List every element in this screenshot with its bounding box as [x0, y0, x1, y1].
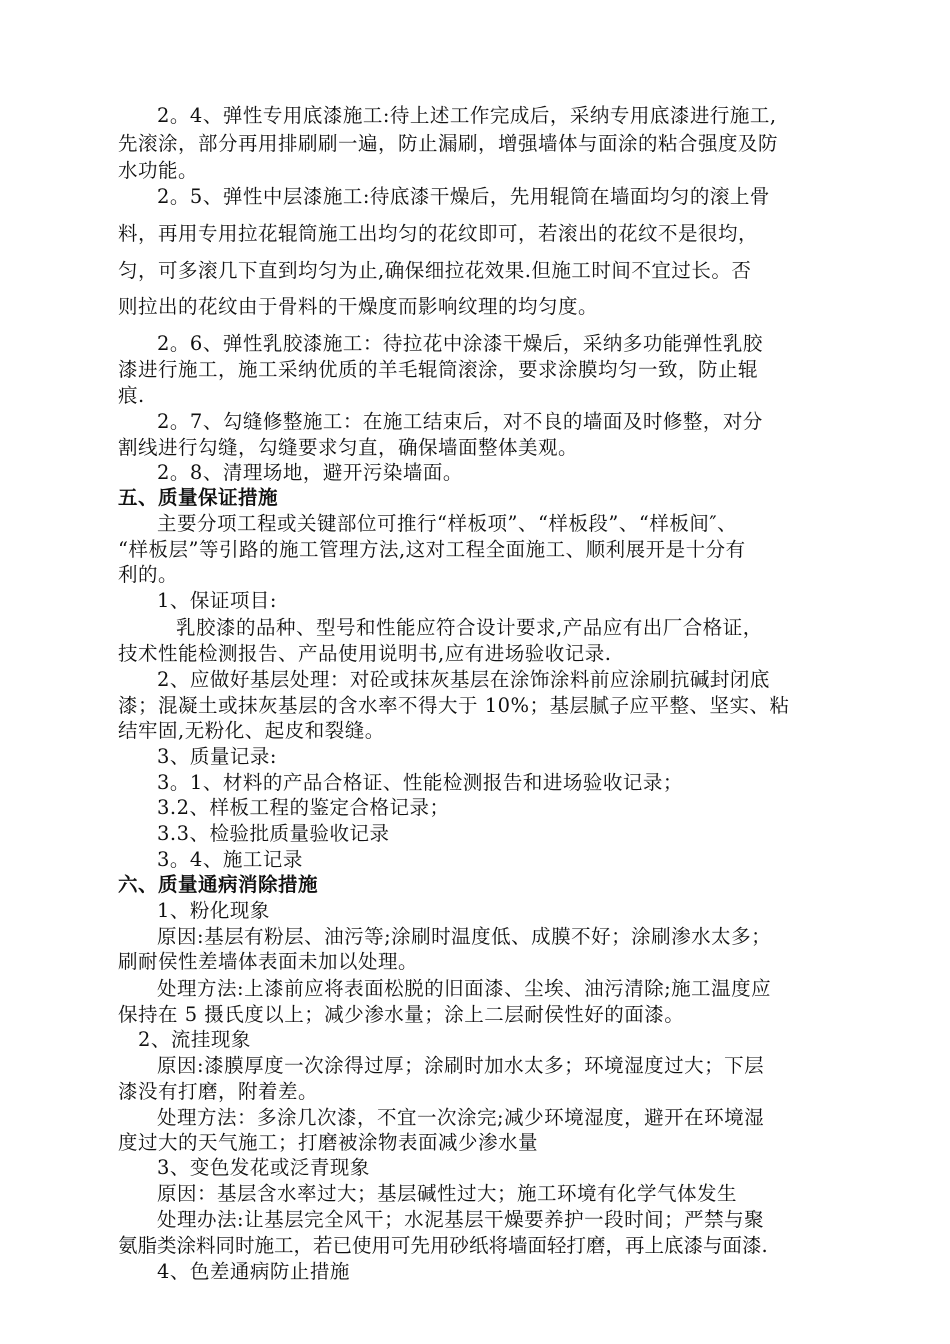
text-line: 3、质量记录: — [157, 745, 277, 768]
text-line: 氨脂类涂料同时施工，若已使用可先用砂纸将墙面轻打磨，再上底漆与面漆. — [118, 1234, 768, 1257]
text-line: 料，再用专用拉花辊筒施工出均匀的花纹即可，若滚出的花纹不是很均， — [118, 222, 759, 245]
text-line: 处理方法：多涂几次漆，不宜一次涂完;减少环境湿度，避开在环境湿 — [157, 1106, 765, 1129]
text-line: 匀，可多滚几下直到均匀为止,确保细拉花效果.但施工时间不宜过长。否 — [118, 259, 752, 282]
text-line: 结牢固,无粉化、起皮和裂缝。 — [118, 719, 385, 742]
text-line: 3.2、样板工程的鉴定合格记录； — [157, 796, 450, 819]
text-line: 技术性能检测报告、产品使用说明书,应有进场验收记录. — [118, 642, 612, 665]
text-line: 3。1、材料的产品合格证、性能检测报告和进场验收记录； — [157, 771, 683, 794]
text-line: 2。8、清理场地，避开污染墙面。 — [157, 461, 463, 484]
text-line: 处理办法:让基层完全风干；水泥基层干燥要养护一段时间；严禁与聚 — [157, 1208, 765, 1231]
text-line: 2、应做好基层处理：对砼或抹灰基层在涂饰涂料前应涂刷抗碱封闭底 — [157, 668, 770, 691]
text-line: “样板层”等引路的施工管理方法,这对工程全面施工、顺利展开是十分有 — [118, 538, 746, 561]
text-line: 乳胶漆的品种、型号和性能应符合设计要求,产品应有出厂合格证， — [176, 616, 763, 639]
text-line: 度过大的天气施工；打磨被涂物表面减少渗水量 — [118, 1131, 539, 1154]
text-line: 4、色差通病防止措施 — [157, 1260, 350, 1283]
section-heading: 六、质量通病消除措施 — [118, 873, 319, 896]
text-line: 3、变色发花或泛青现象 — [157, 1156, 370, 1179]
text-line: 则拉出的花纹由于骨料的干燥度而影响纹理的均匀度。 — [118, 295, 599, 318]
text-line: 原因:基层有粉层、油污等;涂刷时温度低、成膜不好；涂刷渗水太多； — [157, 925, 772, 948]
text-line: 原因：基层含水率过大；基层碱性过大；施工环境有化学气体发生 — [157, 1182, 738, 1205]
text-line: 水功能。 — [118, 159, 199, 182]
text-line: 2、流挂现象 — [138, 1028, 251, 1051]
text-line: 2。5、弹性中层漆施工:待底漆干燥后，先用辊筒在墙面均匀的滚上骨 — [157, 185, 770, 208]
text-line: 3。4、施工记录 — [157, 848, 303, 871]
text-line: 主要分项工程或关键部位可推行“样板项”、“样板段”、“样板间″、 — [157, 512, 738, 535]
text-line: 漆没有打磨，附着差。 — [118, 1080, 319, 1103]
section-heading: 五、质量保证措施 — [118, 486, 279, 509]
text-line: 3.3、检验批质量验收记录 — [157, 822, 390, 845]
text-line: 保持在 5 摄氏度以上；减少渗水量；涂上二层耐侯性好的面漆。 — [118, 1003, 685, 1026]
text-line: 割线进行勾缝，勾缝要求匀直，确保墙面整体美观。 — [118, 436, 579, 459]
text-line: 2。4、弹性专用底漆施工:待上述工作完成后，采纳专用底漆进行施工, — [157, 104, 777, 127]
text-line: 处理方法:上漆前应将表面松脱的旧面漆、尘埃、油污清除;施工温度应 — [157, 977, 772, 1000]
text-line: 利的。 — [118, 563, 179, 586]
text-line: 先滚涂，部分再用排刷刷一遍，防止漏刷，增强墙体与面涂的粘合强度及防 — [118, 132, 779, 155]
text-line: 痕. — [118, 384, 145, 407]
text-line: 2。7、勾缝修整施工：在施工结束后，对不良的墙面及时修整，对分 — [157, 410, 763, 433]
text-line: 1、粉化现象 — [157, 899, 270, 922]
text-line: 漆进行施工，施工采纳优质的羊毛辊筒滚涂，要求涂膜均匀一致，防止辊 — [118, 358, 759, 381]
text-line: 2。6、弹性乳胶漆施工：待拉花中涂漆干燥后，采纳多功能弹性乳胶 — [157, 332, 763, 355]
text-line: 1、保证项目: — [157, 589, 277, 612]
text-line: 漆；混凝土或抹灰基层的含水率不得大于 10%；基层腻子应平整、坚实、粘 — [118, 694, 790, 717]
text-line: 原因:漆膜厚度一次涂得过厚；涂刷时加水太多；环境湿度过大；下层 — [157, 1054, 765, 1077]
text-line: 刷耐侯性差墙体表面未加以处理。 — [118, 950, 419, 973]
